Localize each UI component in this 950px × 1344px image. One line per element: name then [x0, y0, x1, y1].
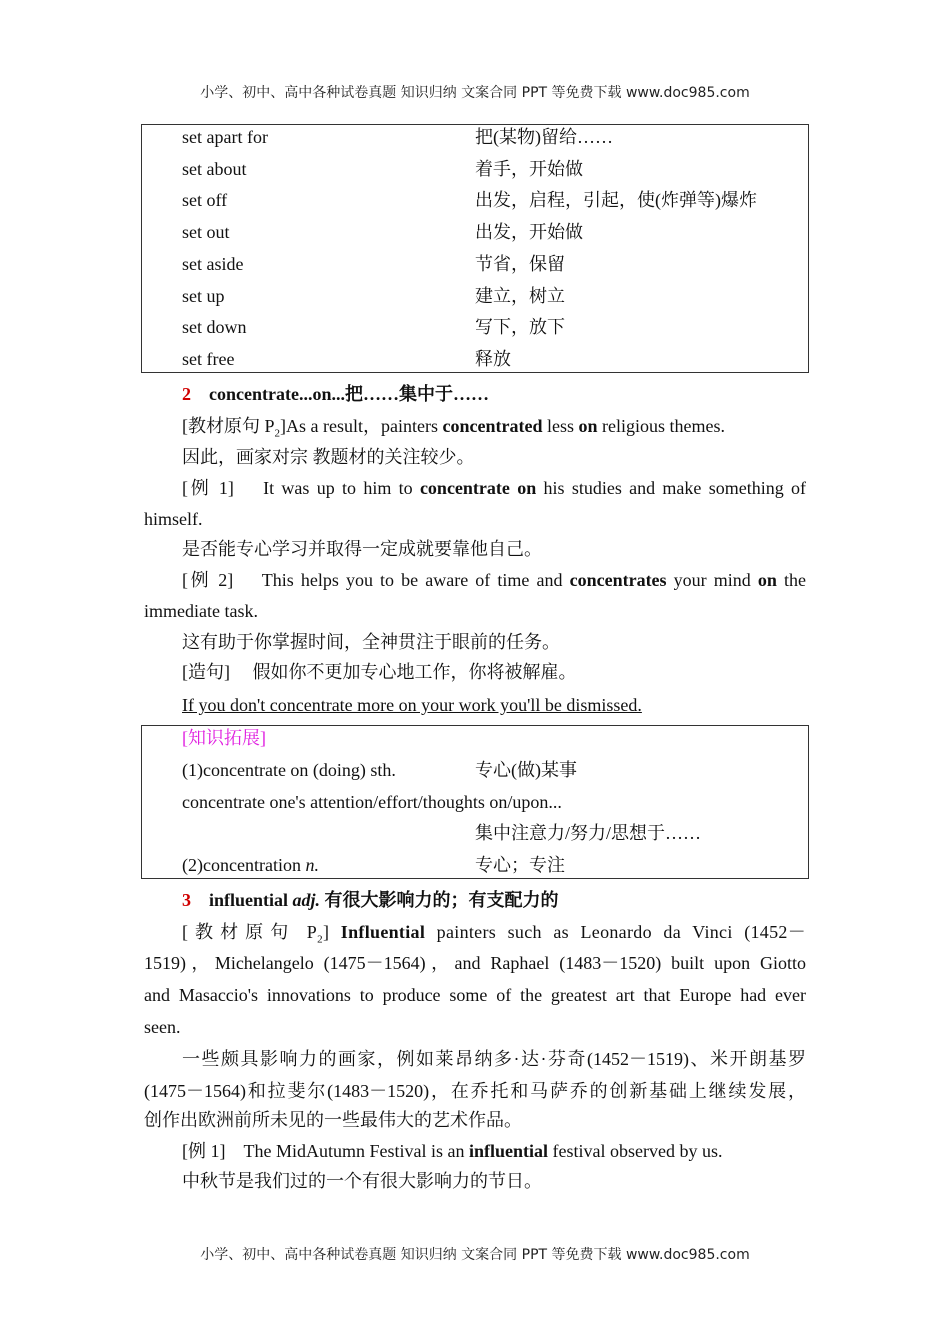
phrase-en: set off — [182, 190, 228, 211]
phrase-zh: 出发，启程，引起，使(炸弹等)爆炸 — [475, 190, 757, 211]
text: his studies and make something of — [536, 478, 807, 498]
part-of-speech: n. — [305, 855, 319, 875]
label-sub: 2 — [317, 933, 323, 946]
extension-item-2-meaning: 集中注意力/努力/思想于…… — [475, 823, 702, 843]
translation: 因此，画家对宗 教题材的关注较少。 — [182, 447, 475, 467]
text-line: seen. — [144, 1017, 181, 1037]
phrase-en: set out — [182, 222, 230, 243]
section-3-title — [182, 889, 559, 911]
phrase-en: set free — [182, 348, 235, 369]
textbook-sentence-3 — [182, 921, 806, 951]
phrase-en: set up — [182, 285, 225, 306]
phrase-zh: 建立，树立 — [475, 285, 565, 306]
text-line: 1519)，Michelangelo (1475－1564)，and Raphael (1483－1520) built upon Giotto — [144, 953, 806, 973]
label: [例 2] — [182, 570, 234, 590]
text: (2)concentration — [182, 855, 306, 875]
extension-item-2: concentrate one's attention/effort/thoughts on/upon... — [182, 792, 562, 812]
example-1-cont: himself. — [144, 509, 203, 529]
phrase-en: set down — [182, 317, 247, 338]
example-1-translation: 是否能专心学习并取得一定成就要靠他自己。 — [182, 539, 542, 559]
label: [例 1] — [182, 1141, 226, 1161]
phrase-zh: 把(某物)留给…… — [475, 127, 613, 147]
keyword: concentrates — [569, 570, 667, 590]
text: As a result，painters — [286, 416, 443, 436]
text: less — [542, 416, 579, 436]
label: [造句] — [182, 662, 230, 682]
phrase-zh: 着手，开始做 — [475, 158, 583, 179]
section-heading: influential — [209, 890, 293, 910]
text: This helps you to be aware of time and — [261, 570, 570, 590]
page-header: 小学、初中、高中各种试卷真题 知识归纳 文案合同 PPT 等免费下载 www.doc985.com — [200, 85, 750, 101]
section-2-title — [182, 383, 489, 405]
keyword: on — [757, 570, 777, 590]
translation-line: (1475－1564)和拉斐尔(1483－1520)，在乔托和马萨乔的创新基础上继续发展， — [144, 1081, 806, 1101]
phrase-zh: 写下，放下 — [475, 317, 565, 338]
phrase-en: set apart for — [182, 127, 268, 147]
label-close: ] — [322, 922, 330, 942]
example-2 — [182, 569, 806, 591]
extension-item-1-meaning: 专心(做)某事 — [475, 760, 577, 780]
label: [教材原句 P — [182, 922, 318, 942]
keyword: concentrated — [442, 416, 543, 436]
page-footer: 小学、初中、高中各种试卷真题 知识归纳 文案合同 PPT 等免费下载 www.doc985.com — [200, 1247, 750, 1263]
text: religious themes. — [597, 416, 725, 436]
keyword: on — [578, 416, 598, 436]
sentence-answer: If you don't concentrate more on your work you'll be dismissed. — [182, 695, 642, 715]
translation-line: 创作出欧洲前所未见的一些最伟大的艺术作品。 — [144, 1110, 522, 1130]
label: [教材原句 P — [182, 416, 275, 436]
label-sub: 2 — [274, 427, 281, 440]
text: painters such as Leonardo da Vinci (1452－ — [425, 922, 806, 942]
meaning: 有很大影响力的；有支配力的 — [320, 890, 559, 910]
extension-item-3-meaning: 专心；专注 — [475, 855, 565, 875]
keyword: concentrate on — [419, 478, 537, 498]
section-heading: concentrate...on...把……集中于…… — [209, 384, 489, 404]
phrase-zh: 释放 — [475, 348, 511, 369]
example-2-cont: immediate task. — [144, 601, 258, 621]
example-1 — [182, 477, 806, 499]
sentence-making — [182, 661, 577, 683]
phrase-en: set aside — [182, 253, 244, 274]
keyword: influential — [468, 1141, 548, 1161]
label: [例 1] — [182, 478, 234, 498]
textbook-sentence — [182, 415, 725, 445]
example-3-1-translation: 中秋节是我们过的一个有很大影响力的节日。 — [182, 1171, 542, 1191]
extension-item-3 — [182, 854, 319, 876]
phrase-zh: 节省，保留 — [475, 253, 565, 274]
section-number: 3 — [182, 890, 191, 910]
section-number: 2 — [182, 384, 191, 404]
text: the — [776, 570, 806, 590]
example-3-1 — [182, 1140, 722, 1162]
prompt: 假如你不更加专心地工作，你将被解雇。 — [252, 662, 577, 682]
example-2-translation: 这有助于你掌握时间，全神贯注于眼前的任务。 — [182, 632, 560, 652]
part-of-speech: adj. — [292, 890, 321, 910]
extension-title: [知识拓展] — [182, 728, 266, 748]
text: The MidAutumn Festival is an — [243, 1141, 469, 1161]
label-close: ] — [280, 416, 287, 436]
translation-line: 一些颇具影响力的画家，例如莱昂纳多·达·芬奇(1452－1519)、米开朗基罗 — [182, 1049, 806, 1069]
phrase-zh: 出发，开始做 — [475, 222, 583, 243]
text-line: and Masaccio's innovations to produce some of the greatest art that Europe had ever — [144, 985, 806, 1005]
text: It was up to him to — [263, 478, 420, 498]
text: festival observed by us. — [548, 1141, 723, 1161]
extension-item-1: (1)concentrate on (doing) sth. — [182, 760, 396, 780]
phrase-en: set about — [182, 158, 247, 179]
text: your mind — [666, 570, 758, 590]
keyword: Influential — [340, 922, 426, 942]
